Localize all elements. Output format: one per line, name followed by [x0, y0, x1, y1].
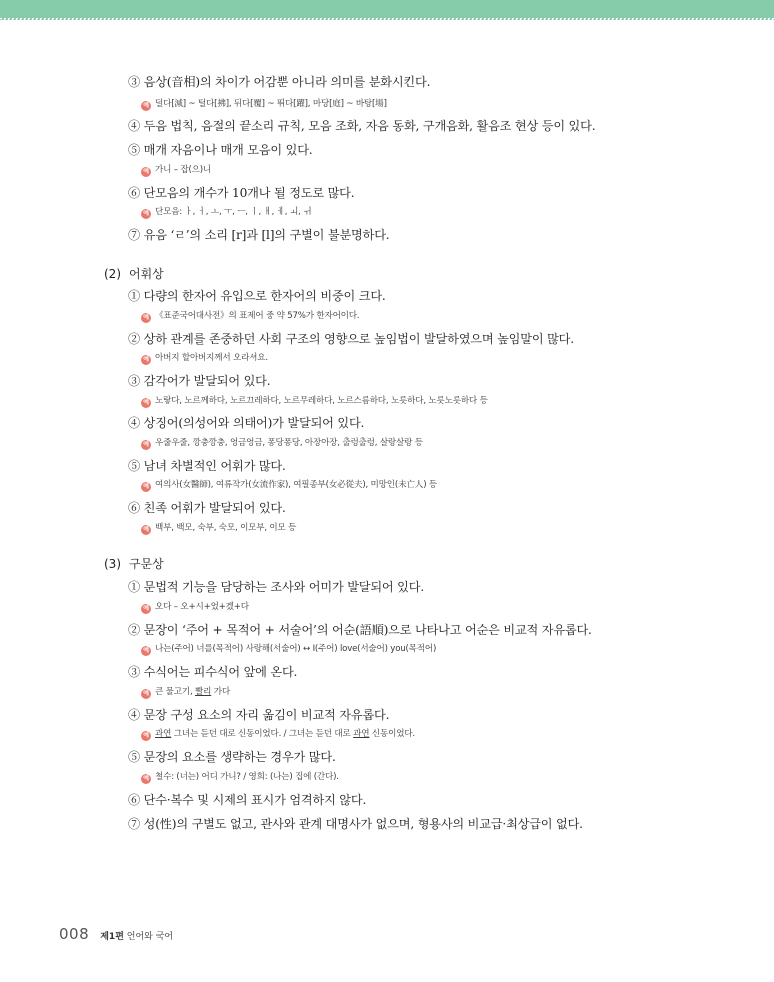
section-heading: (3) 구문상 [104, 557, 164, 571]
example-badge-icon: 예 [141, 604, 151, 614]
example-line: 예 덜다[減] ~ 털다[拂], 뒤다[覆] ~ 뛰다[躍], 마당[庭] ~ 바탕[場] [141, 97, 387, 111]
list-item: ③ 감각어가 발달되어 있다. [128, 374, 271, 388]
example-badge-icon: 예 [141, 209, 151, 219]
example-line: 예 여의사(女醫師), 여류작가(女流作家), 여필종부(女必從夫), 미망인(未亡人) 등 [141, 478, 437, 492]
list-item: ④ 두음 법칙, 음절의 끝소리 규칙, 모음 조화, 자음 동화, 구개음화, 활음조 현상 등이 있다. [128, 119, 596, 133]
example-badge-icon: 예 [141, 167, 151, 177]
list-item: ③ 음상(音相)의 차이가 어감뿐 아니라 의미를 분화시킨다. [128, 75, 431, 89]
example-badge-icon: 예 [141, 774, 151, 784]
example-line: 예 철수: (너는) 어디 가니? / 영희: (나는) 집에 (간다). [141, 770, 339, 784]
example-line: 예 오다 – 오+시+었+겠+다 [141, 600, 249, 614]
example-line: 예 노랗다, 노르께하다, 노르끄레하다, 노르무레하다, 노르스름하다, 노릇하다, 노릇노릇하다 등 [141, 394, 488, 408]
example-badge-icon: 예 [141, 101, 151, 111]
example-line: 예 가니 – 잡(으)니 [141, 163, 211, 177]
list-item: ④ 문장 구성 요소의 자리 옮김이 비교적 자유롭다. [128, 708, 390, 722]
example-line: 예 백부, 백모, 숙부, 숙모, 이모부, 이모 등 [141, 521, 296, 535]
list-item: ① 문법적 기능을 담당하는 조사와 어미가 발달되어 있다. [128, 580, 424, 594]
list-item: ④ 상징어(의성어와 의태어)가 발달되어 있다. [128, 416, 365, 430]
list-item: ⑤ 남녀 차별적인 어휘가 많다. [128, 459, 286, 473]
example-line: 예 과연 그녀는 듣던 대로 신동이었다. / 그녀는 듣던 대로 과연 신동이었다. [141, 727, 415, 741]
example-badge-icon: 예 [141, 313, 151, 323]
list-item: ② 상하 관계를 존중하던 사회 구조의 영향으로 높임법이 발달하였으며 높임말이 많다. [128, 332, 574, 346]
example-badge-icon: 예 [141, 525, 151, 535]
list-item: ② 문장이 ‘주어 + 목적어 + 서술어’의 어순(語順)으로 나타나고 어순은 비교적 자유롭다. [128, 623, 592, 637]
list-item: ③ 수식어는 피수식어 앞에 온다. [128, 665, 298, 679]
example-line: 예 우줄우줄, 깡충깡충, 엉금엉금, 퐁당퐁당, 아장아장, 출렁출렁, 살랑살랑 등 [141, 436, 423, 450]
list-item: ① 다량의 한자어 유입으로 한자어의 비중이 크다. [128, 289, 386, 303]
example-line: 예 큰 물고기, 빨리 가다 [141, 685, 230, 699]
page-number: 008 [59, 925, 90, 943]
example-badge-icon: 예 [141, 689, 151, 699]
example-badge-icon: 예 [141, 440, 151, 450]
page-footer [59, 924, 173, 943]
list-item: ⑥ 친족 어휘가 발달되어 있다. [128, 501, 286, 515]
example-line: 예 아버지 할아버지께서 오라셔요. [141, 351, 268, 365]
example-badge-icon: 예 [141, 731, 151, 741]
example-line: 예 나는(주어) 너를(목적어) 사랑해(서술어) ↔ I(주어) love(서술어) you(목적어) [141, 642, 436, 656]
list-item: ⑦ 유음 ‘ㄹ’의 소리 [r]과 [l]의 구별이 불분명하다. [128, 228, 390, 242]
example-badge-icon: 예 [141, 355, 151, 365]
example-line: 예 단모음: ㅏ, ㅓ, ㅗ, ㅜ, ㅡ, ㅣ, ㅐ, ㅔ, ㅚ, ㅟ [141, 205, 311, 219]
list-item: ⑥ 단모음의 개수가 10개나 될 정도로 많다. [128, 186, 355, 200]
list-item: ⑤ 문장의 요소를 생략하는 경우가 많다. [128, 750, 336, 764]
chapter-label: 제1편 언어와 국어 [100, 932, 174, 942]
list-item: ⑦ 성(性)의 구별도 없고, 관사와 관계 대명사가 없으며, 형용사의 비교급·최상급이 없다. [128, 817, 583, 831]
example-badge-icon: 예 [141, 482, 151, 492]
example-line: 예 《표준국어대사전》의 표제어 중 약 57%가 한자어이다. [141, 309, 359, 323]
section-heading: (2) 어휘상 [104, 267, 164, 281]
example-badge-icon: 예 [141, 398, 151, 408]
list-item: ⑥ 단수·복수 및 시제의 표시가 엄격하지 않다. [128, 793, 367, 807]
top-decorative-band [0, 0, 774, 20]
list-item: ⑤ 매개 자음이나 매개 모음이 있다. [128, 143, 313, 157]
example-badge-icon: 예 [141, 646, 151, 656]
